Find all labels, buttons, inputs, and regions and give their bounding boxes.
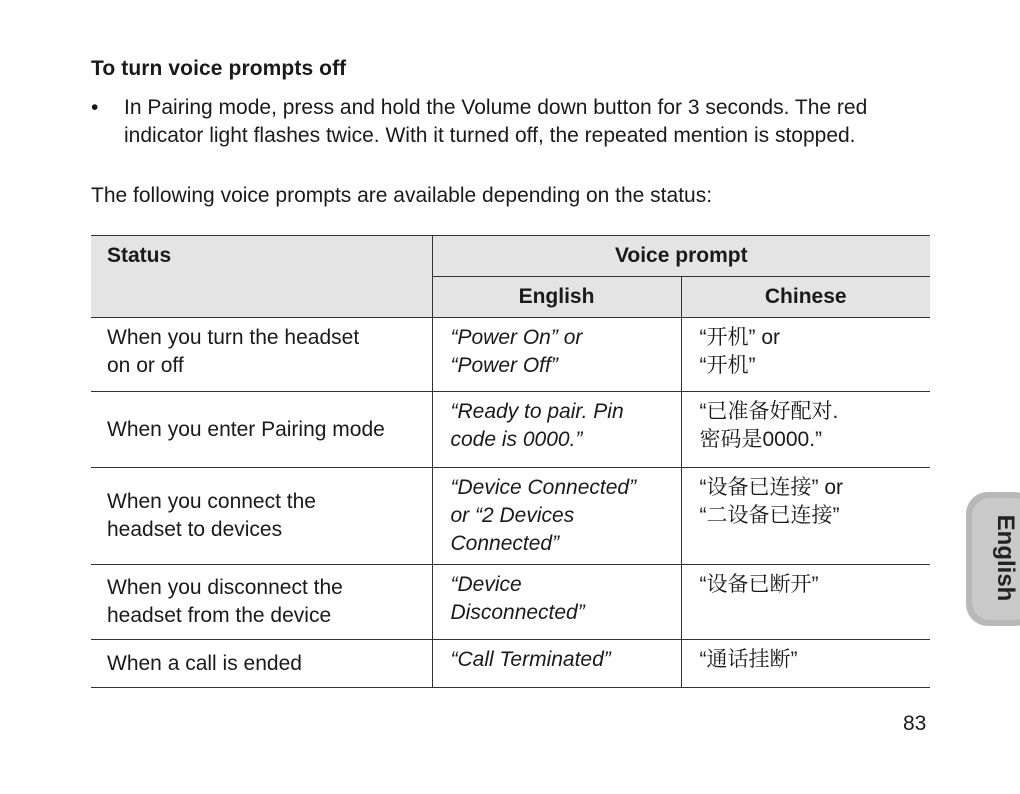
chinese-line: “已准备好配对.: [699, 400, 839, 423]
english-prompt-cell: [432, 392, 681, 468]
chinese-line: “二设备已连接”: [699, 504, 840, 527]
chinese-line: “通话挂断”: [699, 648, 798, 671]
status-cell: [91, 318, 432, 392]
table-row: [91, 468, 930, 565]
status-line: on or off: [107, 354, 184, 377]
english-line: code is 0000.”: [450, 428, 583, 451]
status-cell: [91, 640, 432, 688]
intro-text: The following voice prompts are available depending on the status:: [91, 184, 713, 207]
status-line: When you connect the: [107, 490, 316, 513]
english-line: “Device Connected”: [450, 476, 637, 499]
bullet-text: In Pairing mode, press and hold the Volume down button for 3 seconds. The red indicator light flashes twice. With it turned off, the repeated mention is stopped.: [124, 96, 868, 147]
bullet-mark: •: [91, 96, 99, 119]
status-line: When you disconnect the: [107, 576, 343, 599]
english-line: “Power On” or: [450, 326, 583, 349]
english-line: “Power Off”: [450, 354, 558, 377]
chinese-line: “开机”: [699, 354, 756, 377]
english-prompt-cell: [432, 318, 681, 392]
table-row: [91, 318, 930, 392]
status-cell: [91, 565, 432, 640]
english-line: “Call Terminated”: [450, 648, 611, 671]
status-line: When you enter Pairing mode: [107, 417, 385, 441]
english-line: “Device: [450, 573, 522, 596]
page-number: 83: [903, 712, 927, 735]
chinese-prompt-cell: [681, 468, 930, 565]
english-prompt-cell: [432, 640, 681, 688]
chinese-prompt-cell: [681, 392, 930, 468]
english-prompt-cell: [432, 468, 681, 565]
status-line: When a call is ended: [107, 651, 302, 675]
chinese-column-header: Chinese: [681, 277, 930, 318]
status-cell: [91, 468, 432, 565]
chinese-line: “开机” or: [699, 326, 780, 349]
language-side-tab-label: English: [992, 514, 1019, 602]
chinese-line: “设备已连接” or: [699, 476, 843, 499]
status-line: headset to devices: [107, 518, 283, 541]
table-header-row: [91, 236, 930, 277]
chinese-prompt-cell: [681, 565, 930, 640]
status-line: When you turn the headset: [107, 326, 360, 349]
status-cell: [91, 392, 432, 468]
english-line: or “2 Devices: [450, 504, 575, 527]
table-row: [91, 392, 930, 468]
voice-prompt-column-header: Voice prompt: [432, 236, 930, 277]
status-column-header: Status: [91, 236, 432, 318]
chinese-line: 密码是0000.”: [699, 428, 823, 451]
chinese-prompt-cell: [681, 318, 930, 392]
english-line: Disconnected”: [450, 601, 585, 624]
bullet-item: [91, 94, 931, 150]
section-heading: To turn voice prompts off: [91, 57, 347, 80]
table-row: [91, 640, 930, 688]
english-line: “Ready to pair. Pin: [450, 400, 624, 423]
english-prompt-cell: [432, 565, 681, 640]
status-line: headset from the device: [107, 604, 332, 627]
chinese-prompt-cell: [681, 640, 930, 688]
chinese-line: “设备已断开”: [699, 573, 819, 596]
english-line: Connected”: [450, 532, 560, 555]
table-row: [91, 565, 930, 640]
english-column-header: English: [432, 277, 681, 318]
voice-prompt-table: [91, 235, 930, 688]
